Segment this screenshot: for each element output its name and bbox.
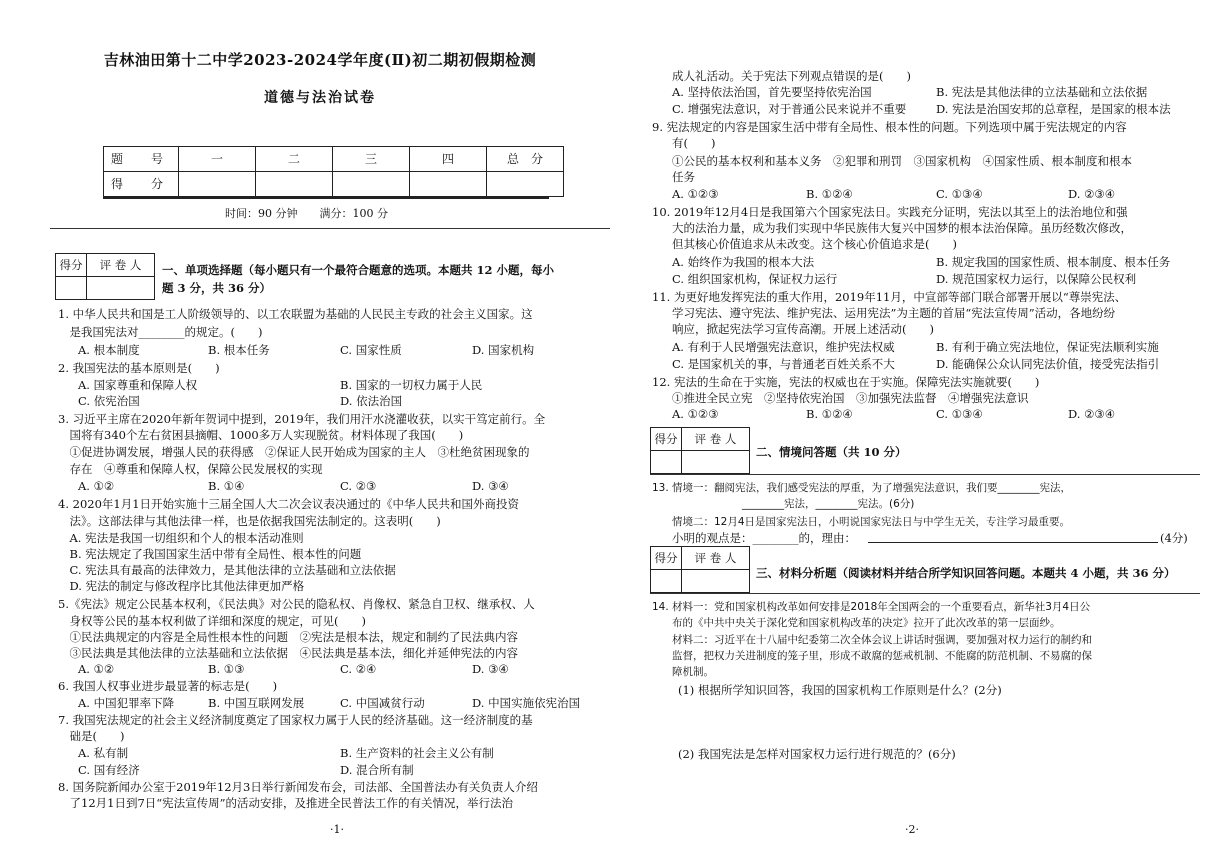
question-text: 情境二：12月4日是国家宪法日，小明说国家宪法日与中学生无关，专注学习最重要。 <box>672 516 1071 528</box>
question-text: 础是( ) <box>58 729 125 743</box>
score-cell: 题 号 <box>104 147 179 172</box>
question-text: 12. 宪法的生命在于实施，宪法的权威也在于实施。保障宪法实施就要( ) <box>652 375 1040 389</box>
option: A. ①②③ <box>672 407 719 421</box>
score-cell <box>256 172 333 197</box>
option: B. 宪法规定了我国国家生活中带有全局性、根本性的问题 <box>58 547 362 561</box>
section-3-heading: 三、材料分析题（阅读材料并结合所学知识回答问题。本题共 4 小题，共 36 分） <box>756 566 1176 580</box>
option: D. ③④ <box>472 479 509 493</box>
grader-box <box>650 427 750 474</box>
question-text: 8. 国务院新闻办公室于2019年12月3日举行新闻发布会，司法部、全国普法办有关负责人介绍 <box>58 780 538 794</box>
score-cell <box>410 172 487 197</box>
question-text: 了12月1日到7日“宪法宣传周”的活动安排，及推进全民普法工作的有关情况，举行法治 <box>58 796 514 810</box>
divider <box>650 593 1200 594</box>
option: C. 依宪治国 <box>78 394 140 408</box>
question-text: 14. 材料一：党和国家机构改革如何安排是2018年全国两会的一个重要看点，新华社3月4日公 <box>652 601 1091 613</box>
grader-name-label: 评 卷 人 <box>99 258 142 272</box>
question-text: 国将有340个左右贫困县摘帽、1000多万人实现脱贫。材料体现了我国( ) <box>58 428 464 442</box>
grader-box <box>55 253 155 300</box>
score-cell: 一 <box>179 147 256 172</box>
question-text: ________宪法，________宪法。(6分) <box>742 498 915 510</box>
option: A. 私有制 <box>78 746 129 760</box>
score-table <box>103 146 564 197</box>
question-text: 2. 我国宪法的基本原则是( ) <box>58 361 220 375</box>
grader-score-label: 得分 <box>651 547 682 569</box>
question-text: 材料二：习近平在十八届中纪委第二次全体会议上讲话时强调，要加强对权力运行的制约和 <box>672 634 1092 646</box>
option: D. 中国实施依宪治国 <box>472 696 581 710</box>
option: B. 规定我国的国家性质、根本制度、根本任务 <box>936 255 1171 269</box>
option: B. 中国互联网发展 <box>208 696 305 710</box>
option: D. ②③④ <box>1068 407 1116 421</box>
grader-score-label: 得分 <box>651 428 682 450</box>
option: D. ③④ <box>472 662 509 676</box>
score-cell <box>333 172 410 197</box>
section-1-heading-cont: 题 3 分，共 36 分） <box>162 281 272 295</box>
question-text: 6. 我国人权事业进步最显著的标志是( ) <box>58 679 278 693</box>
score-cell <box>179 172 256 197</box>
score-note: (4分) <box>1160 531 1188 545</box>
score-cell: 得 分 <box>104 172 179 197</box>
option: B. ①③ <box>208 662 245 676</box>
option: C. ②④ <box>340 662 377 676</box>
option: C. 国家性质 <box>340 343 402 357</box>
option: D. 国家机构 <box>472 343 535 357</box>
grader-box <box>650 546 750 593</box>
option: D. 依法治国 <box>340 394 403 408</box>
option: D. 混合所有制 <box>340 763 414 777</box>
option: A. 宪法是我国一切组织和个人的根本活动准则 <box>58 531 304 545</box>
question-text: 大的法治力量，成为我们实现中华民族伟大复兴中国梦的根本法治保障。虽历经数次修改， <box>672 221 1132 235</box>
option: A. ①②③ <box>672 187 719 201</box>
option: D. 宪法的制定与修改程序比其他法律更加严格 <box>58 579 305 593</box>
section-2-heading: 二、情境问答题（共 10 分） <box>756 445 907 459</box>
question-text: 障机制。 <box>672 666 714 678</box>
option: C. 宪法具有最高的法律效力，是其他法律的立法基础和立法依据 <box>58 563 396 577</box>
option: A. 坚持依法治国，首先要坚持依宪治国 <box>672 85 872 99</box>
option: D. 宪法是治国安邦的总章程，是国家的根本法 <box>936 102 1171 116</box>
option: B. ①②④ <box>806 407 853 421</box>
grader-name-label: 评 卷 人 <box>694 432 737 446</box>
option: B. ①②④ <box>806 187 853 201</box>
question-text: 但其核心价值追求从未改变。这个核心价值追求是( ) <box>672 237 957 251</box>
question-text: ①公民的基本权利和基本义务 ②犯罪和刑罚 ③国家机构 ④国家性质、根本制度和根本 <box>672 154 1132 168</box>
question-text: 4. 2020年1月1日开始实施十三届全国人大二次会议表决通过的《中华人民共和国外商投资 <box>58 497 520 511</box>
question-text: 监督，把权力关进制度的笼子里，形成不敢腐的惩戒机制、不能腐的防范机制、不易腐的保 <box>672 650 1092 662</box>
question-text: 9. 宪法规定的内容是国家生活中带有全局性、根本性的问题。下列选项中属于宪法规定的内容 <box>652 120 1127 134</box>
time-info: 时间：90 分钟 满分：100 分 <box>225 207 388 220</box>
grader-score-label: 得分 <box>56 254 87 276</box>
question-text: 小明的观点是：________的，理由： <box>672 531 856 545</box>
score-header-row <box>104 147 564 172</box>
question-text: 5.《宪法》规定公民基本权利，《民法典》对公民的隐私权、肖像权、紧急自卫权、继承权、人 <box>58 597 535 611</box>
option: D. 能确保公众认同宪法价值，接受宪法指引 <box>936 357 1160 371</box>
answer-blank[interactable] <box>868 542 1158 543</box>
question-text: 成人礼活动。关于宪法下列观点错误的是( ) <box>672 69 911 83</box>
option: A. ①② <box>78 479 115 493</box>
page-number: ·1· <box>330 823 344 836</box>
question-text: 3. 习近平主席在2020年新年贺词中提到，2019年，我们用汗水浇灌收获，以实干笃定前行。全 <box>58 412 546 426</box>
question-text: 11. 为更好地发挥宪法的重大作用，2019年11月，中宣部等部门联合部署开展以“尊崇宪法、 <box>652 290 1127 304</box>
question-text: 13. 情境一：翻阅宪法，我们感受宪法的厚重，为了增强宪法意识，我们要________宪法， <box>652 482 1072 494</box>
divider <box>103 197 549 199</box>
option: A. 国家尊重和保障人权 <box>78 378 198 392</box>
question-text: 1. 中华人民共和国是工人阶级领导的、以工农联盟为基础的人民民主专政的社会主义国家。这 <box>58 307 533 321</box>
option: C. 增强宪法意识，对于普通公民来说并不重要 <box>672 102 907 116</box>
question-text: 存在 ④尊重和保障人权，保障公民发展权的实现 <box>58 462 323 476</box>
option: D. ②③④ <box>1068 187 1116 201</box>
grader-name-label: 评 卷 人 <box>694 551 737 565</box>
score-cell: 二 <box>256 147 333 172</box>
question-text: 响应，掀起宪法学习宣传高潮。开展上述活动( ) <box>672 322 934 336</box>
question-text: ①推进全民立宪 ②坚持依宪治国 ③加强宪法监督 ④增强宪法意识 <box>672 391 1029 405</box>
score-cell: 总 分 <box>487 147 564 172</box>
question-text: 布的《中共中央关于深化党和国家机构改革的决定》拉开了此次改革的第一层面纱。 <box>672 617 1061 629</box>
option: B. ①④ <box>208 479 245 493</box>
option: B. 根本任务 <box>208 343 270 357</box>
option: A. 中国犯罪率下降 <box>78 696 175 710</box>
exam-subtitle: 道德与法治试卷 <box>264 90 376 106</box>
option: A. 有利于人民增强宪法意识，维护宪法权威 <box>672 340 895 354</box>
option: C. 国有经济 <box>78 763 140 777</box>
score-cell: 三 <box>333 147 410 172</box>
option: B. 宪法是其他法律的立法基础和立法依据 <box>936 85 1148 99</box>
option: C. 组织国家机构，保证权力运行 <box>672 272 838 286</box>
question-text: ③民法典是其他法律的立法基础和立法依据 ④民法典是基本法，细化并延伸宪法的内容 <box>58 646 518 660</box>
score-cell: 四 <box>410 147 487 172</box>
option: B. 有利于确立宪法地位，保证宪法顺利实施 <box>936 340 1159 354</box>
option: C. ①③④ <box>936 407 983 421</box>
page-number: ·2· <box>905 823 919 836</box>
question-text: 法》。这部法律与其他法律一样，也是依据我国宪法制定的。这表明( ) <box>58 514 441 528</box>
divider <box>50 228 610 229</box>
question-text: 任务 <box>672 170 695 184</box>
exam-title: 吉林油田第十二中学2023-2024学年度(Ⅱ)初二期初假期检测 <box>103 51 537 69</box>
score-value-row <box>104 172 564 197</box>
option: C. ②③ <box>340 479 377 493</box>
question-text: 学习宪法、遵守宪法、维护宪法、运用宪法”为主题的首届“宪法宣传周”活动，各地纷纷 <box>672 306 1116 320</box>
score-cell <box>487 172 564 197</box>
option: B. 国家的一切权力属于人民 <box>340 378 483 392</box>
option: C. 中国减贫行动 <box>340 696 425 710</box>
option: C. 是国家机关的事，与普通老百姓关系不大 <box>672 357 895 371</box>
option: A. ①② <box>78 662 115 676</box>
option: A. 始终作为我国的根本大法 <box>672 255 815 269</box>
sub-question: (2) 我国宪法是怎样对国家权力运行进行规范的？(6分) <box>678 747 956 761</box>
sub-question: (1) 根据所学知识回答，我国的国家机构工作原则是什么？(2分) <box>678 683 1002 697</box>
question-text: 7. 我国宪法规定的社会主义经济制度奠定了国家权力属于人民的经济基础。这一经济制度的基 <box>58 713 533 727</box>
option: B. 生产资料的社会主义公有制 <box>340 746 494 760</box>
question-text: 是我国宪法对________的规定。( ) <box>58 325 263 339</box>
option: A. 根本制度 <box>78 343 140 357</box>
question-text: ①民法典规定的内容是全局性根本性的问题 ②宪法是根本法，规定和制约了民法典内容 <box>58 630 518 644</box>
question-text: 有( ) <box>672 136 716 150</box>
option: C. ①③④ <box>936 187 983 201</box>
question-text: 10. 2019年12月4日是我国第六个国家宪法日。实践充分证明，宪法以其至上的法治地位和强 <box>652 205 1128 219</box>
option: D. 规范国家权力运行，以保障公民权利 <box>936 272 1137 286</box>
divider <box>650 474 1200 475</box>
section-1-heading: 一、单项选择题（每小题只有一个最符合题意的选项。本题共 12 小题，每小 <box>162 263 555 277</box>
question-text: 身权等公民的基本权利做了详细和深度的规定，可见( ) <box>58 614 366 628</box>
question-text: ①促进协调发展，增强人民的获得感 ②保证人民开始成为国家的主人 ③杜绝贫困现象的 <box>58 445 530 459</box>
